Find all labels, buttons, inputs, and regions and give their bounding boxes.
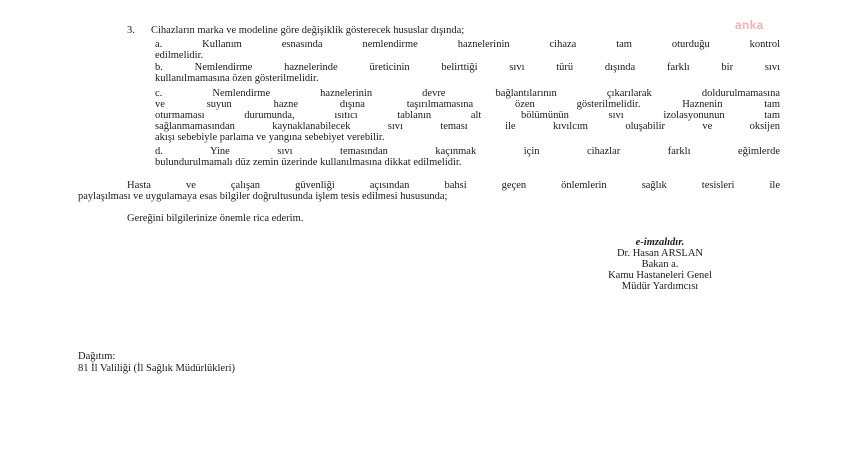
paragraph-1-line-2: paylaşılması ve uygulamaya esas bilgiler doğrultusunda işlem tesis edilmesi hususunda; (78, 191, 448, 202)
item-c-line-2: ve suyun hazne dışına taşırılmamasına özen gösterilmelidir. Haznenin tam (155, 99, 780, 110)
signer-title-1: Bakan a. (641, 259, 679, 270)
signature-block (560, 237, 760, 292)
item-c-line-4: sağlanmamasından kaynaklanabilecek sıvı teması ile kıvılcım oluşabilir ve oksijen (155, 121, 780, 132)
item-b-line-2: kullanılmamasına özen gösterilmelidir. (155, 73, 319, 84)
item-3-heading: Cihazların marka ve modeline göre değişiklik gösterecek hususlar dışında; (151, 25, 465, 36)
distribution-label: Dağıtım: (78, 351, 116, 362)
item-c-line-1: c. Nemlendirme haznelerinin devre bağlantılarının çıkarılarak doldurulmamasına (155, 88, 780, 99)
item-d-line-1: d. Yine sıvı temasından kaçınmak için cihazlar farklı eğimlerde (155, 146, 780, 157)
paragraph-1-line-1: Hasta ve çalışan güvenliği açısından bahsi geçen önlemlerin sağlık tesisleri ile (127, 180, 780, 191)
item-a-line-1: a. Kullanım esnasında nemlendirme haznelerinin cihaza tam oturduğu kontrol (155, 39, 780, 50)
signer-title-2: Kamu Hastaneleri Genel (608, 270, 712, 281)
distribution-recipient: 81 İl Valiliği (İl Sağlık Müdürlükleri) (78, 363, 235, 374)
item-a-line-2: edilmelidir. (155, 50, 204, 61)
item-b-line-1: b. Nemlendirme haznelerinde üreticinin belirttiği sıvı türü dışında farklı bir sıvı (155, 62, 780, 73)
watermark-logo: anka (735, 18, 764, 32)
e-signature-note: e-imzalıdır. (635, 237, 685, 248)
item-3-number: 3. (127, 25, 135, 36)
item-d-line-2: bulundurulmamalı düz zemin üzerinde kullanılmasına dikkat edilmelidir. (155, 157, 462, 168)
item-c-line-3: oturmaması durumunda, ısıtıcı tablanın alt bölümünün sıvı izolasyonunun tam (155, 110, 780, 121)
item-c-line-5: akışı sebebiyle parlama ve yangına sebebiyet verebilir. (155, 132, 385, 143)
signer-name: Dr. Hasan ARSLAN (616, 248, 704, 259)
signer-title-3: Müdür Yardımcısı (621, 281, 699, 292)
paragraph-2: Gereğini bilgilerinize önemle rica ederim. (127, 213, 304, 224)
